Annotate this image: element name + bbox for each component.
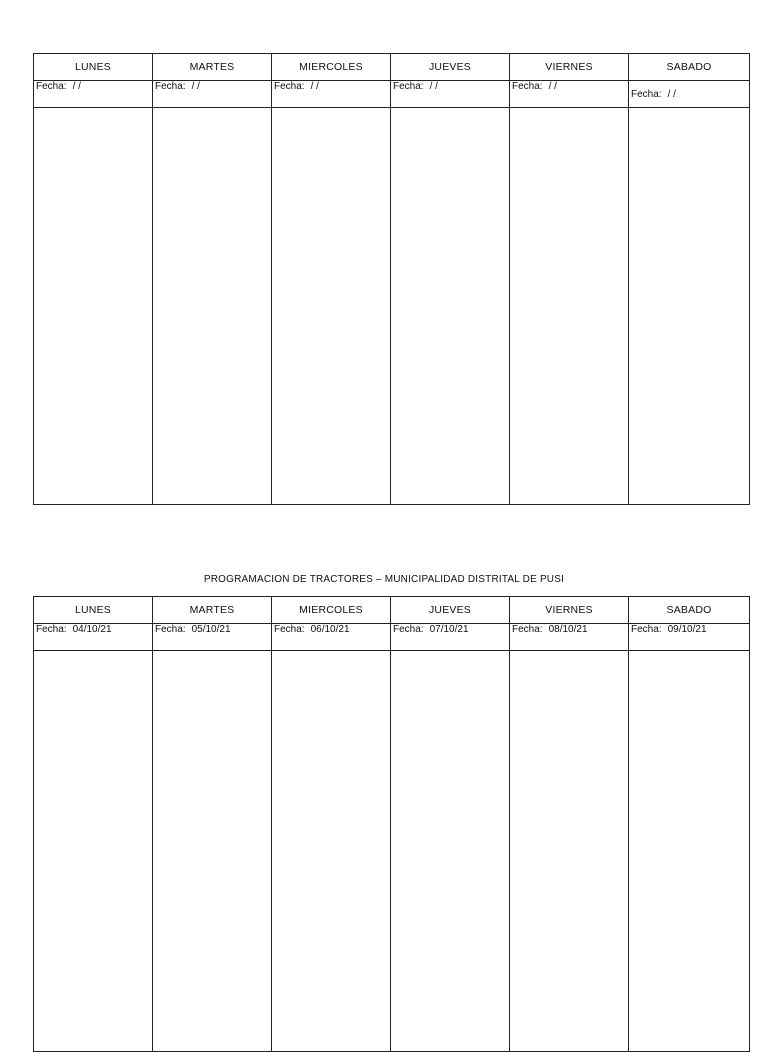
date-label: Fecha: — [274, 624, 305, 635]
date-cell-monday — [34, 624, 153, 651]
page-title: PROGRAMACION DE TRACTORES – MUNICIPALIDAD DISTRITAL DE PUSI — [203, 574, 565, 585]
schedule-cell-tuesday[interactable] — [153, 651, 272, 1052]
date-label: Fecha: — [512, 81, 543, 92]
date-cell-saturday — [629, 81, 750, 108]
schedule-cell-friday[interactable] — [510, 108, 629, 505]
date-cell-wednesday — [272, 624, 391, 651]
schedule-cell-monday[interactable] — [34, 108, 153, 505]
date-cell-tuesday — [153, 81, 272, 108]
date-label: Fecha: — [36, 624, 67, 635]
date-row — [34, 624, 750, 651]
date-value: 08/10/21 — [548, 624, 588, 635]
schedule-cell-thursday[interactable] — [391, 108, 510, 505]
date-cell-thursday — [391, 624, 510, 651]
date-label: Fecha: — [155, 81, 186, 92]
date-label: Fecha: — [631, 88, 662, 100]
date-cell-monday — [34, 81, 153, 108]
schedule-cell-tuesday[interactable] — [153, 108, 272, 505]
schedule-cell-friday[interactable] — [510, 651, 629, 1052]
date-label: Fecha: — [512, 624, 543, 635]
date-value: / / — [429, 81, 438, 92]
date-value: / / — [310, 81, 319, 92]
day-header-saturday: SABADO — [629, 597, 750, 624]
day-header-saturday: SABADO — [629, 54, 750, 81]
date-label: Fecha: — [36, 81, 67, 92]
date-cell-friday — [510, 624, 629, 651]
day-header-thursday: JUEVES — [391, 597, 510, 624]
date-value: 07/10/21 — [429, 624, 469, 635]
schedule-cell-saturday[interactable] — [629, 651, 750, 1052]
date-label: Fecha: — [393, 624, 424, 635]
date-value: / / — [72, 81, 81, 92]
blank-weekly-schedule — [33, 53, 750, 505]
date-row — [34, 81, 750, 108]
date-value: 04/10/21 — [72, 624, 112, 635]
day-header-tuesday: MARTES — [153, 54, 272, 81]
date-value: 05/10/21 — [191, 624, 231, 635]
date-value: 09/10/21 — [667, 624, 707, 635]
day-header-monday: LUNES — [34, 597, 153, 624]
schedule-cell-saturday[interactable] — [629, 108, 750, 505]
schedule-cell-wednesday[interactable] — [272, 651, 391, 1052]
date-cell-tuesday — [153, 624, 272, 651]
day-header-friday: VIERNES — [510, 597, 629, 624]
day-header-friday: VIERNES — [510, 54, 629, 81]
day-header-row — [34, 54, 750, 81]
date-cell-friday — [510, 81, 629, 108]
date-value: / / — [191, 81, 200, 92]
schedule-cell-monday[interactable] — [34, 651, 153, 1052]
day-header-tuesday: MARTES — [153, 597, 272, 624]
filled-weekly-schedule — [33, 596, 750, 1052]
date-value: / / — [548, 81, 557, 92]
day-header-row — [34, 597, 750, 624]
day-header-monday: LUNES — [34, 54, 153, 81]
date-cell-saturday — [629, 624, 750, 651]
date-label: Fecha: — [274, 81, 305, 92]
schedule-body-row — [34, 108, 750, 505]
schedule-cell-thursday[interactable] — [391, 651, 510, 1052]
schedule-body-row — [34, 651, 750, 1052]
date-cell-thursday — [391, 81, 510, 108]
date-label: Fecha: — [393, 81, 424, 92]
schedule-cell-wednesday[interactable] — [272, 108, 391, 505]
date-value: / / — [667, 88, 676, 100]
date-cell-wednesday — [272, 81, 391, 108]
date-value: 06/10/21 — [310, 624, 350, 635]
day-header-wednesday: MIERCOLES — [272, 597, 391, 624]
date-label: Fecha: — [155, 624, 186, 635]
day-header-thursday: JUEVES — [391, 54, 510, 81]
day-header-wednesday: MIERCOLES — [272, 54, 391, 81]
date-label: Fecha: — [631, 624, 662, 635]
